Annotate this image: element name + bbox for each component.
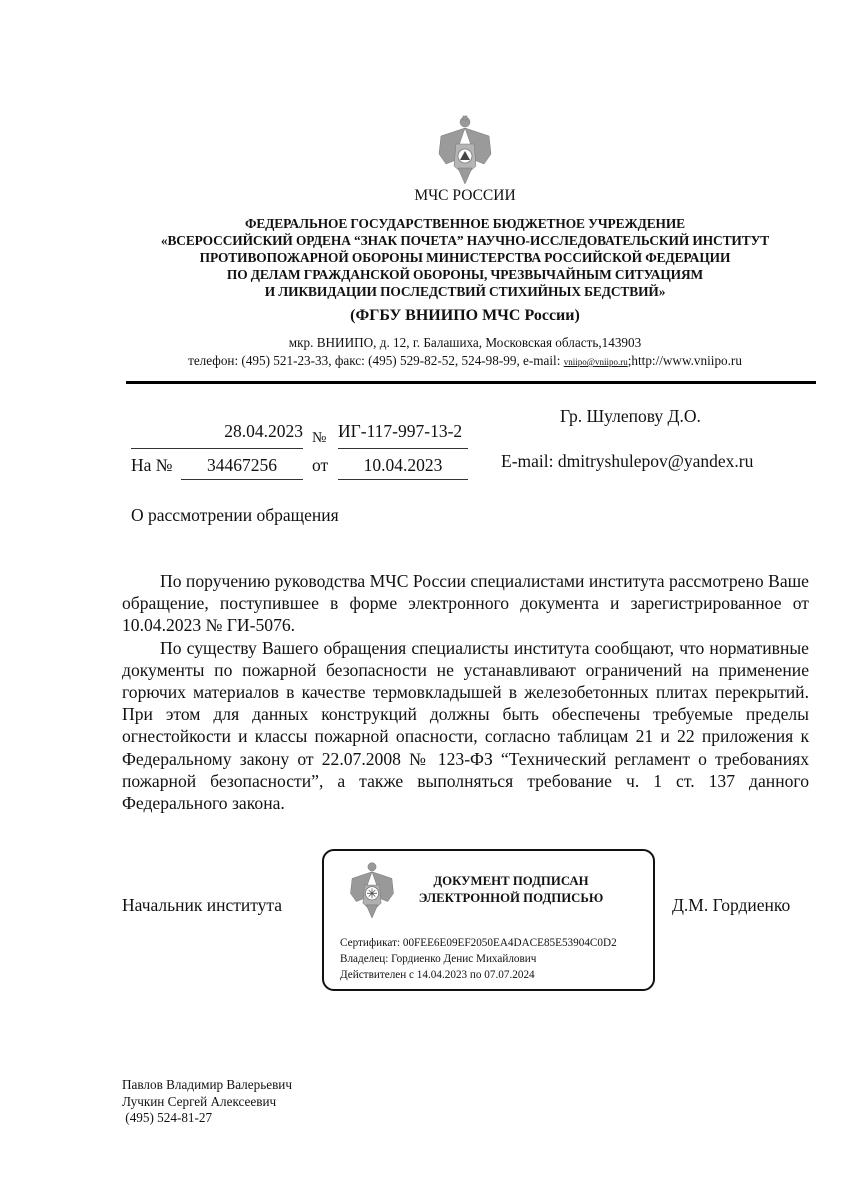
org-line: ПО ДЕЛАМ ГРАЖДАНСКОЙ ОБОРОНЫ, ЧРЕЗВЫЧАЙНЫМ СИТУАЦИЯМ: [226, 267, 704, 282]
mchs-emblem-icon: [436, 114, 494, 186]
letter-subject: О рассмотрении обращения: [131, 505, 339, 525]
mchs-emblem-icon: [348, 859, 396, 921]
org-line: И ЛИКВИДАЦИИ ПОСЛЕДСТВИЙ СТИХИЙНЫХ БЕДСТВИЙ»: [264, 284, 666, 299]
org-website-link[interactable]: http://www.vniipo.ru: [631, 353, 742, 368]
recipient-email: E-mail: dmitryshulepov@yandex.ru: [501, 451, 754, 471]
stamp-certificate-info: [340, 935, 617, 983]
org-line: ПРОТИВОПОЖАРНОЙ ОБОРОНЫ МИНИСТЕРСТВА РОССИЙСКОЙ ФЕДЕРАЦИИ: [199, 250, 731, 265]
executor-name: Павлов Владимир Валерьевич: [122, 1077, 292, 1092]
letter-body: [122, 570, 809, 814]
org-address-block: [0, 334, 849, 371]
header-divider: [126, 381, 816, 384]
org-address: мкр. ВНИИПО, д. 12, г. Балашиха, Московская область,143903: [288, 335, 642, 350]
signatory-title: Начальник института: [122, 895, 283, 915]
electronic-signature-stamp: [322, 849, 655, 991]
body-paragraph: По поручению руководства МЧС России специалистами института рассмотрено Ваше обращение, поступившее в форме электронного документа и зарегистрированное от 10.04.2023 № ГИ-5076.: [122, 571, 809, 636]
body-paragraph: По существу Вашего обращения специалисты института сообщают, что нормативные документы по пожарной безопасности не устанавливают ограничений на применение горючих материалов в качестве термовкладышей в железобетонных плитах перекрытий. При этом для данных конструкций должны быть обеспечены требуемые пределы огнестойкости и классы пожарной опасности, согласно таблицам 21 и 22 приложения к Федеральному закону от 22.07.2008 № 123-ФЗ “Технический регламент о требованиях пожарной безопасности”, а также выполняться требование ч. 1 ст. 137 данного Федерального закона.: [122, 637, 809, 814]
certificate-owner: Владелец: Гордиенко Денис Михайлович: [340, 953, 537, 965]
outgoing-number: ИГ-117-997-13-2: [338, 421, 468, 449]
org-email-link[interactable]: vniipo@vniipo.ru: [563, 357, 628, 367]
executor-name: Лучкин Сергей Алексеевич: [122, 1093, 277, 1109]
from-label: от: [312, 455, 329, 475]
stamp-title: ДОКУМЕНТ ПОДПИСАН ЭЛЕКТРОННОЙ ПОДПИСЬЮ: [418, 874, 604, 905]
reply-to-label: На №: [131, 455, 173, 475]
certificate-number: Сертификат: 00FEE6E09EF2050EA4DACE85E53904C0D2: [340, 937, 617, 949]
recipient-name: Гр. Шулепову Д.О.: [560, 406, 701, 426]
executors-block: [122, 1077, 292, 1127]
incoming-number: 34467256: [181, 455, 303, 480]
executor-phone: (495) 524-81-27: [122, 1110, 213, 1125]
org-abbreviation: (ФГБУ ВНИИПО МЧС России): [350, 307, 580, 324]
org-line: ФЕДЕРАЛЬНОЕ ГОСУДАРСТВЕННОЕ БЮДЖЕТНОЕ УЧРЕЖДЕНИЕ: [244, 216, 686, 231]
outgoing-date: 28.04.2023: [131, 421, 303, 449]
certificate-validity: Действителен с 14.04.2023 по 07.07.2024: [340, 969, 535, 981]
org-line: «ВСЕРОССИЙСКИЙ ОРДЕНА “ЗНАК ПОЧЕТА” НАУЧНО-ИССЛЕДОВАТЕЛЬСКИЙ ИНСТИТУТ: [160, 233, 770, 248]
org-full-name: [0, 215, 849, 300]
org-short-name: МЧС РОССИИ: [414, 187, 516, 204]
org-contacts: телефон: (495) 521-23-33, факс: (495) 529-82-52, 524-98-99, e-mail: vniipo@vniipo.ru;http://www.vniipo.ru: [188, 353, 742, 368]
signatory-name: Д.М. Гордиенко: [672, 895, 791, 915]
number-sign: №: [312, 430, 327, 446]
incoming-date: 10.04.2023: [338, 455, 468, 480]
